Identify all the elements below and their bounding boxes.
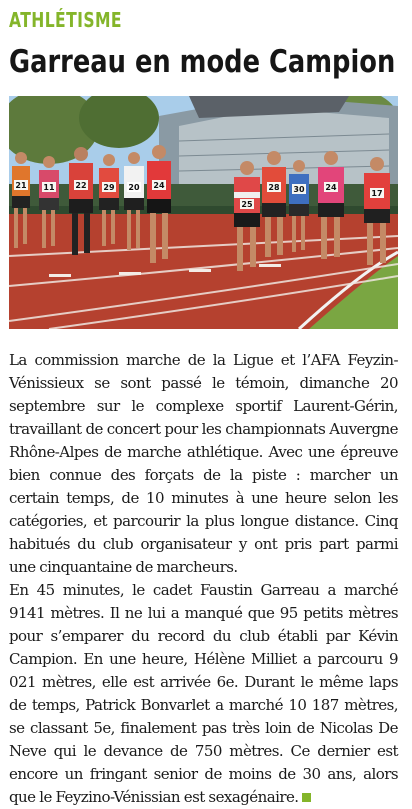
- paragraph: [9, 579, 398, 809]
- bib-number: 25: [241, 200, 253, 209]
- bib-number: 22: [75, 181, 87, 190]
- bib-number: 30: [293, 185, 305, 194]
- bib-number: 20: [128, 183, 140, 192]
- paragraph-text: En 45 minutes, le cadet Faustin Garreau a marché 9141 mètres. Il ne lui a manqué que 95 petits mètres pour s’emparer du record du club établi par Kévin Campion. En une heure, Hélène Milliet a parcouru 9 021 mètres, elle est arrivée 6e. Durant le même laps de temps, Patrick Bonvarlet a marché 10 187 mètres, se classant 5e, finalement pas très loin de Nicolas De Neve qui le devance de 750 mètres. Ce dernier est encore un fringant senior de moins de 30 ans, alors que le Feyzino-Vénissian est sexagénaire.: [9, 581, 398, 806]
- bib-number: 24: [153, 181, 165, 190]
- bib-number: 17: [371, 189, 383, 198]
- bib-number: 28: [268, 183, 280, 192]
- paragraph: La commission marche de la Ligue et l’AFA Feyzin-Vénissieux se sont passé le témoin, dimanche 20 septembre sur le complexe sportif Laurent-Gérin, travaillant de concert pour les championnats Auvergne Rhône-Alpes de marche athlétique. Avec une épreuve bien connue des forçats de la piste : marcher un certain temps, de 10 minutes à une heure selon les catégories, et parcourir la plus longue distance. Cinq habitués du club organisateur y ont pris part parmi une cinquantaine de marcheurs.: [9, 351, 398, 576]
- bib-number: 24: [325, 183, 337, 192]
- bib-number: 21: [15, 181, 27, 190]
- headline: Garreau en mode Campion: [9, 44, 396, 80]
- article-photo: [9, 96, 398, 329]
- end-of-article-mark: [302, 793, 311, 802]
- bib-number: 29: [103, 183, 115, 192]
- section-rubric: ATHLÉTISME: [9, 8, 122, 32]
- bib-number: 11: [43, 183, 55, 192]
- article-body: [9, 349, 398, 809]
